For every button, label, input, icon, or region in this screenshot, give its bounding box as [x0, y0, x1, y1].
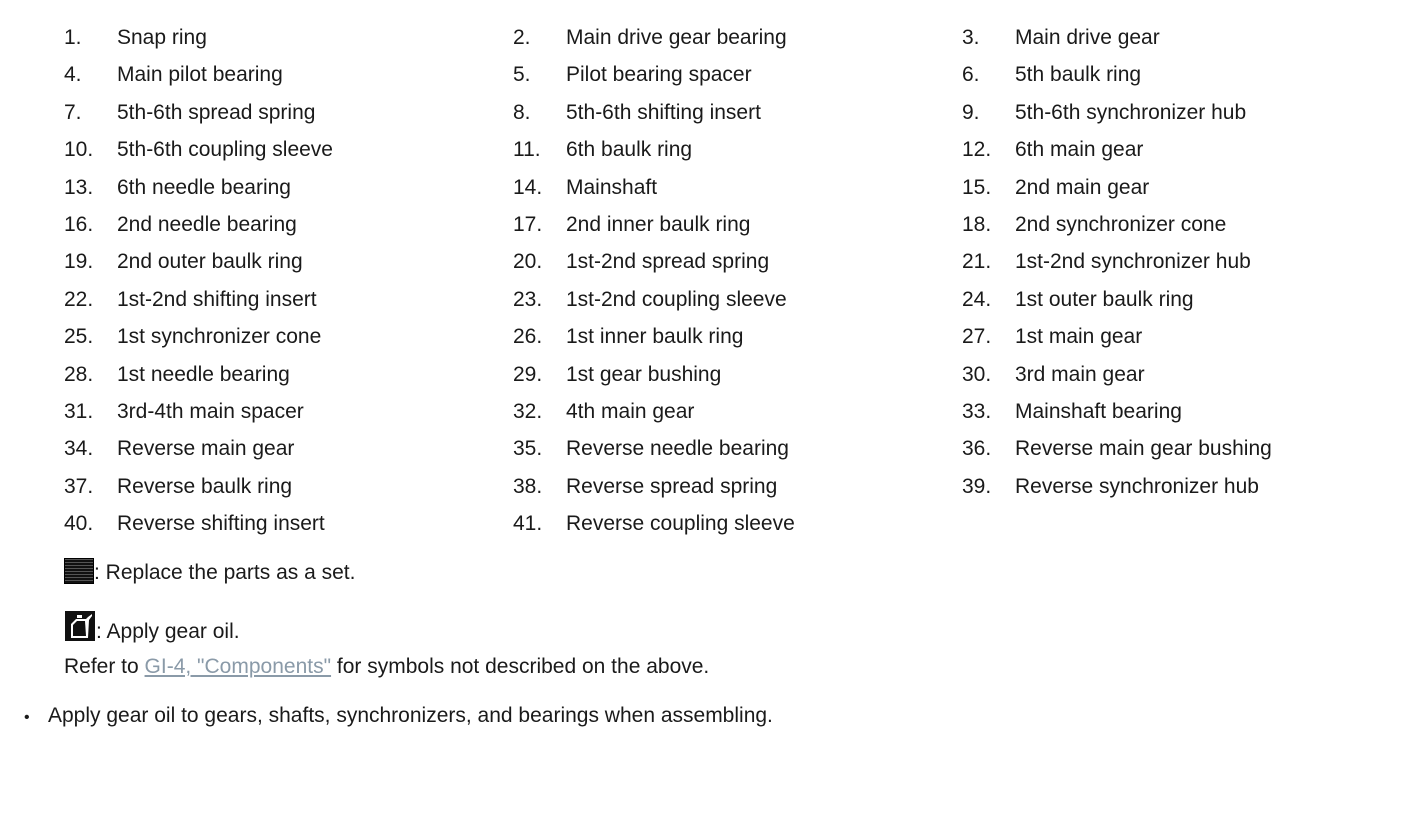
part-name: 5th-6th shifting insert: [566, 100, 761, 124]
part-number: 25.: [64, 325, 94, 349]
part-name: 6th main gear: [1015, 138, 1144, 162]
part-number: 40.: [64, 512, 94, 536]
part-name: 5th-6th synchronizer hub: [1015, 100, 1247, 124]
part-name: Reverse main gear: [117, 437, 295, 461]
part-name: 2nd synchronizer cone: [1015, 213, 1227, 236]
part-name: Mainshaft bearing: [1015, 400, 1182, 423]
refer-suffix: for symbols not described on the above.: [331, 655, 710, 678]
part-number: 32.: [513, 400, 543, 423]
part-number: 33.: [962, 400, 992, 423]
part-number: 22.: [64, 287, 94, 311]
part-number: 36.: [962, 437, 992, 461]
assembly-note-text: Apply gear oil to gears, shafts, synchronizers, and bearings when assembling.: [48, 704, 773, 727]
part-name: 6th needle bearing: [117, 175, 291, 199]
replace-as-set-icon: [64, 558, 94, 584]
part-name: 2nd outer baulk ring: [117, 250, 303, 274]
part-name: 2nd needle bearing: [117, 213, 297, 236]
part-name: 5th-6th spread spring: [117, 100, 316, 124]
refer-note: [64, 652, 709, 682]
part-number: 15.: [962, 175, 992, 199]
part-name: 1st outer baulk ring: [1015, 287, 1194, 311]
part-name: 2nd inner baulk ring: [566, 213, 751, 236]
part-name: 4th main gear: [566, 400, 695, 423]
part-name: 5th baulk ring: [1015, 63, 1142, 87]
part-name: Main pilot bearing: [117, 63, 283, 87]
part-number: 27.: [962, 325, 992, 349]
part-name: Reverse spread spring: [566, 474, 778, 498]
legend-oil: [64, 610, 240, 642]
refer-prefix: Refer to: [64, 655, 145, 678]
part-name: Reverse shifting insert: [117, 512, 325, 536]
part-name: 1st-2nd coupling sleeve: [566, 287, 787, 311]
legend-set: [64, 557, 355, 589]
part-name: Pilot bearing spacer: [566, 63, 752, 87]
part-name: 1st gear bushing: [566, 362, 722, 386]
part-number: 1.: [64, 26, 82, 49]
part-name: Mainshaft: [566, 175, 658, 199]
part-number: 31.: [64, 400, 94, 423]
part-name: 1st needle bearing: [117, 362, 290, 386]
part-name: 2nd main gear: [1015, 175, 1150, 199]
part-name: 3rd main gear: [1015, 362, 1145, 386]
part-number: 28.: [64, 362, 94, 386]
part-number: 12.: [962, 138, 992, 162]
part-name: Snap ring: [117, 26, 207, 49]
part-number: 41.: [513, 512, 543, 536]
part-name: Reverse needle bearing: [566, 437, 789, 461]
part-number: 38.: [513, 474, 543, 498]
part-name: Main drive gear: [1015, 26, 1160, 49]
part-name: 1st-2nd shifting insert: [117, 287, 317, 311]
part-number: 4.: [64, 63, 82, 87]
part-number: 24.: [962, 287, 992, 311]
part-name: 1st-2nd synchronizer hub: [1015, 250, 1251, 274]
part-name: Reverse coupling sleeve: [566, 512, 795, 536]
part-name: 1st-2nd spread spring: [566, 250, 770, 274]
part-number: 16.: [64, 213, 94, 236]
part-number: 35.: [513, 437, 543, 461]
part-number: 39.: [962, 474, 992, 498]
part-number: 8.: [513, 100, 531, 124]
part-name: 3rd-4th main spacer: [117, 400, 304, 423]
part-number: 14.: [513, 175, 543, 199]
part-number: 13.: [64, 175, 94, 199]
part-number: 11.: [513, 138, 541, 162]
legend-set-text: : Replace the parts as a set.: [94, 561, 356, 584]
part-number: 19.: [64, 250, 94, 274]
components-link[interactable]: GI-4, "Components": [144, 655, 332, 678]
part-name: 1st inner baulk ring: [566, 325, 744, 349]
part-number: 6.: [962, 63, 980, 87]
part-number: 21.: [962, 250, 992, 274]
legend-oil-text: : Apply gear oil.: [96, 620, 240, 643]
part-number: 10.: [64, 138, 94, 162]
part-number: 34.: [64, 437, 94, 461]
part-name: Main drive gear bearing: [566, 26, 787, 49]
part-name: 5th-6th coupling sleeve: [117, 138, 333, 162]
part-number: 2.: [513, 26, 531, 49]
part-number: 18.: [962, 213, 992, 236]
part-number: 30.: [962, 362, 992, 386]
part-number: 37.: [64, 474, 94, 498]
assembly-note: [24, 701, 773, 731]
part-name: 1st synchronizer cone: [117, 325, 322, 349]
part-number: 9.: [962, 100, 980, 124]
part-name: Reverse main gear bushing: [1015, 437, 1272, 461]
part-number: 5.: [513, 63, 531, 87]
part-number: 26.: [513, 325, 543, 349]
part-number: 3.: [962, 26, 980, 49]
part-name: 1st main gear: [1015, 325, 1143, 349]
part-name: Reverse baulk ring: [117, 474, 293, 498]
part-number: 20.: [513, 250, 543, 274]
part-number: 17.: [513, 213, 543, 236]
oil-can-icon: [64, 610, 96, 642]
part-number: 29.: [513, 362, 543, 386]
part-number: 23.: [513, 287, 543, 311]
part-number: 7.: [64, 100, 82, 124]
part-name: Reverse synchronizer hub: [1015, 474, 1259, 498]
bullet-icon: •: [24, 709, 30, 726]
part-name: 6th baulk ring: [566, 138, 693, 162]
